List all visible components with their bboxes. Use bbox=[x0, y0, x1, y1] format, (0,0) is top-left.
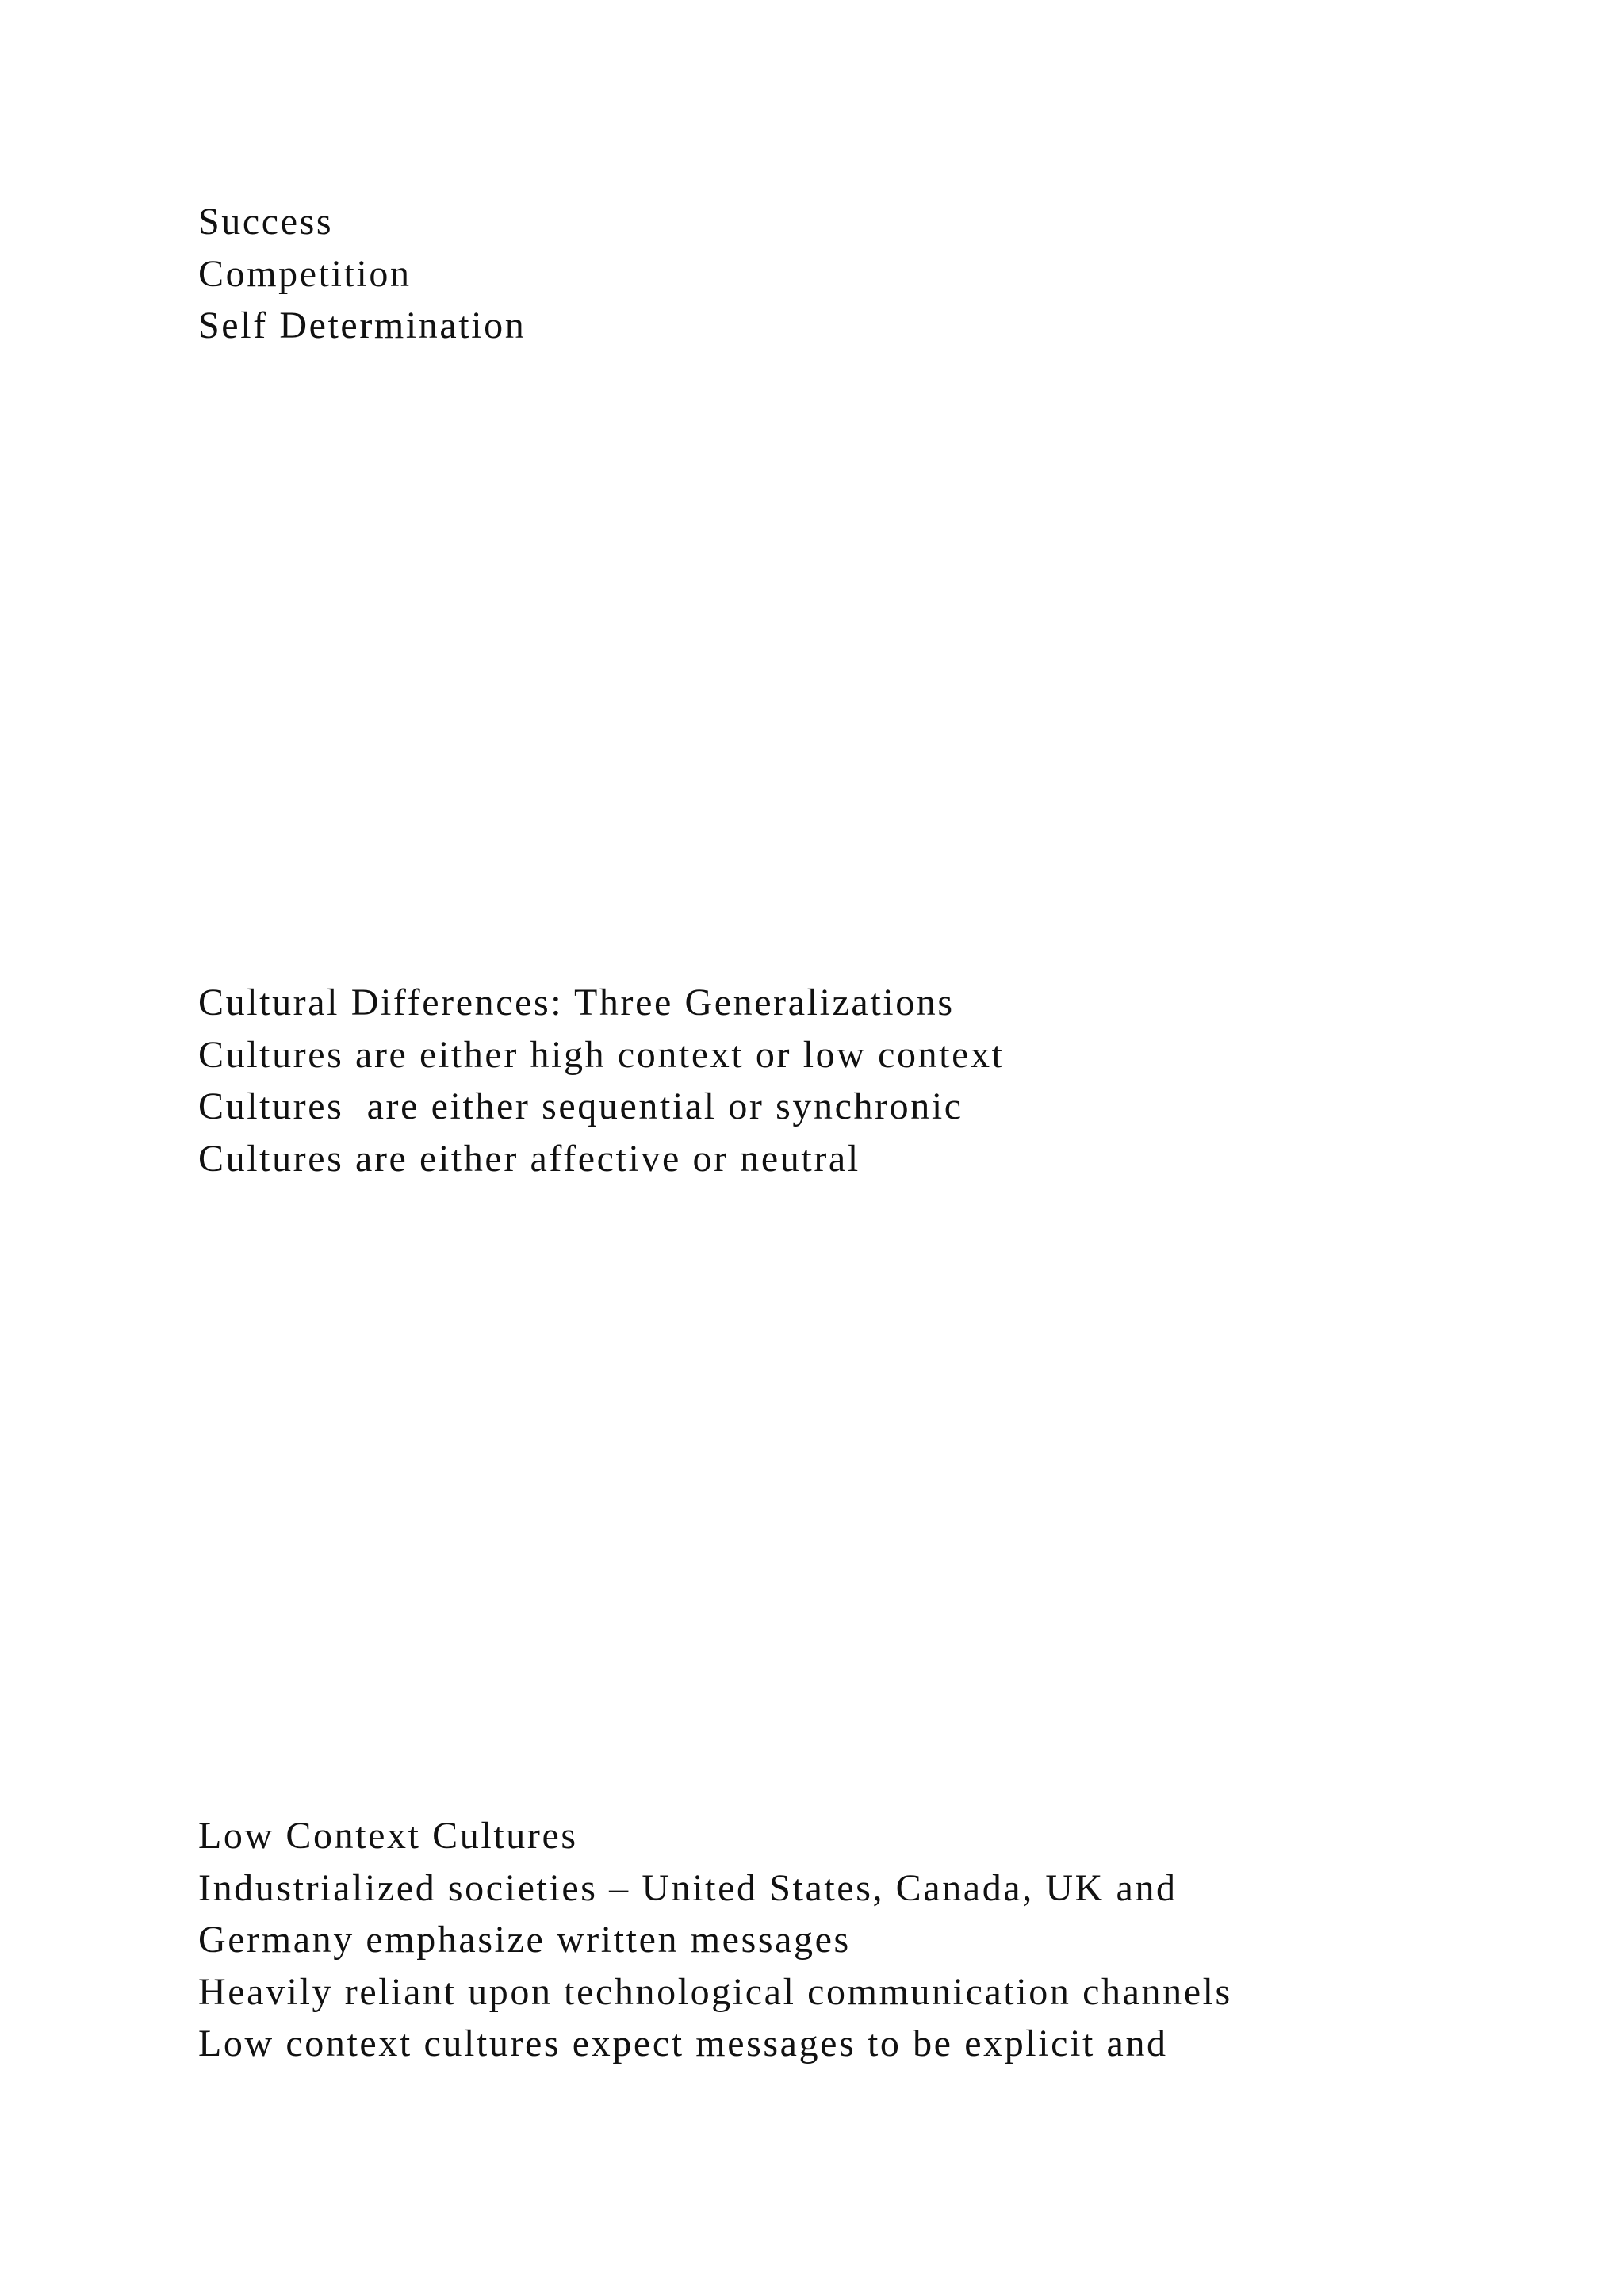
section-heading: Cultural Differences: Three Generalizations bbox=[198, 982, 955, 1024]
list-item: Cultures are either high context or low context bbox=[198, 1033, 1005, 1076]
section-heading: Low Context Cultures bbox=[198, 1815, 578, 1857]
paragraph-line: Germany emphasize written messages bbox=[198, 1919, 851, 1961]
paragraph-line: Industrialized societies – United States, Canada, UK and bbox=[198, 1866, 1178, 1909]
list-item: Success bbox=[198, 201, 334, 243]
list-item: Cultures are either affective or neutral bbox=[198, 1137, 860, 1180]
cultural-differences-section bbox=[198, 977, 1005, 1184]
list-item: Cultures are either sequential or synchronic bbox=[198, 1085, 963, 1127]
paragraph-line: Low context cultures expect messages to be explicit and bbox=[198, 2022, 1168, 2064]
values-list bbox=[198, 196, 526, 352]
low-context-cultures-section bbox=[198, 1810, 1232, 2070]
list-item: Self Determination bbox=[198, 304, 527, 346]
list-item: Competition bbox=[198, 252, 412, 295]
paragraph-line: Heavily reliant upon technological communication channels bbox=[198, 1970, 1232, 2013]
